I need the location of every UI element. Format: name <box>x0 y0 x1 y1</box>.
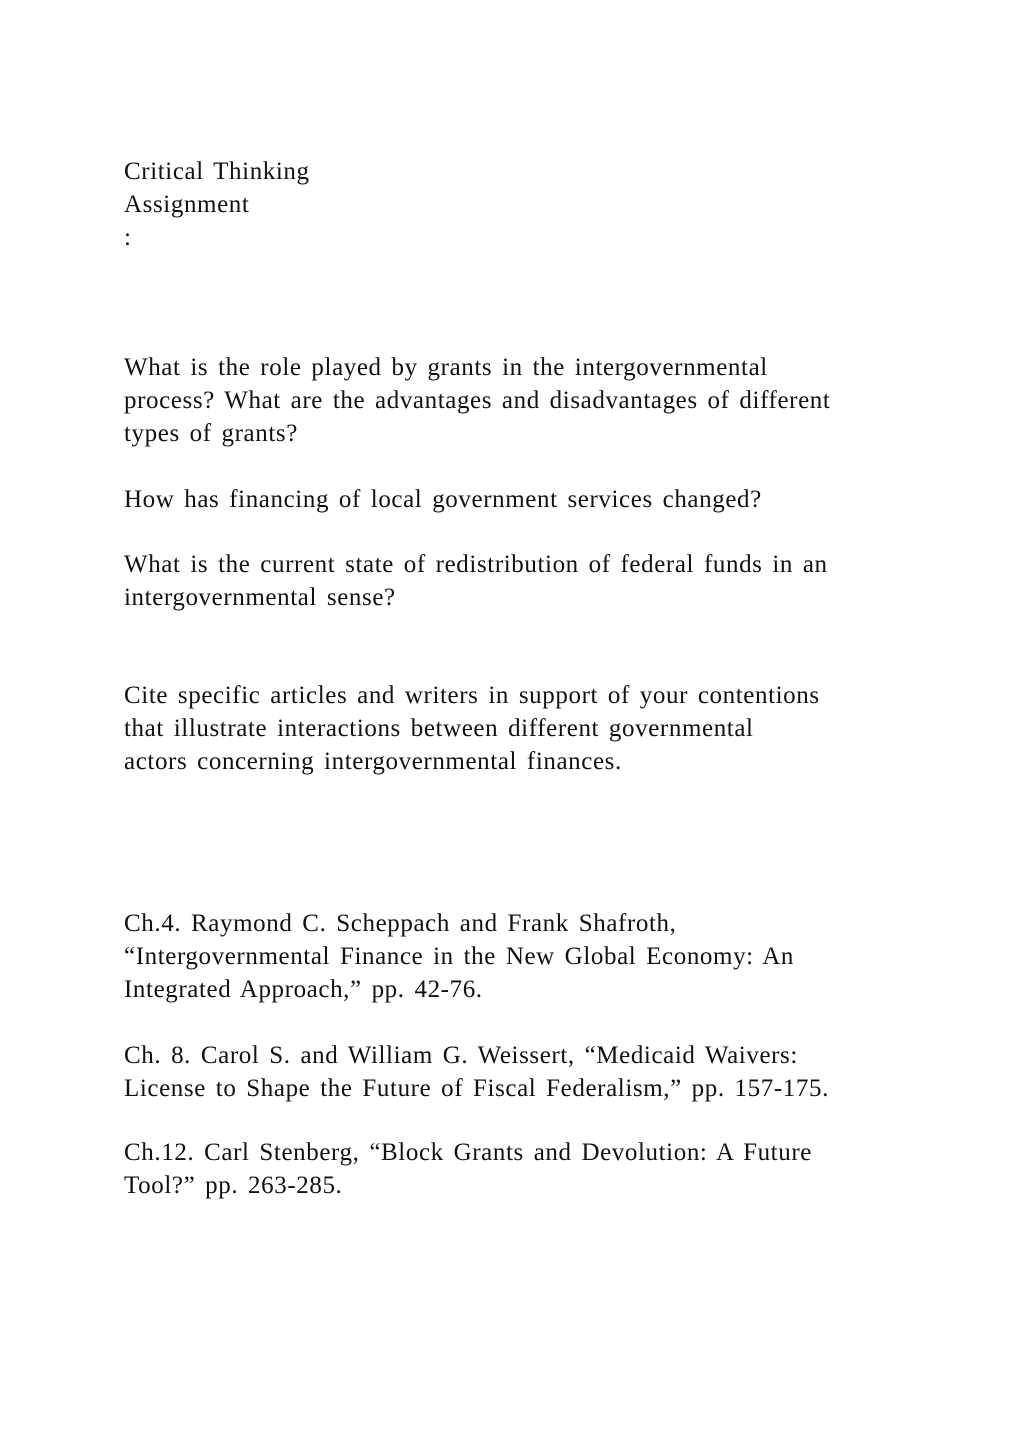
title-line: Critical Thinking <box>124 158 310 185</box>
paragraph-line: How has financing of local government services changed? <box>124 486 762 513</box>
paragraph-line: What is the current state of redistribution of federal funds in an <box>124 551 828 578</box>
reference-line: Ch. 8. Carol S. and William G. Weissert, “Medicaid Waivers: <box>124 1042 798 1069</box>
paragraph-line: actors concerning intergovernmental finances. <box>124 748 622 775</box>
paragraph-line: process? What are the advantages and disadvantages of different <box>124 387 831 414</box>
reference-line: “Intergovernmental Finance in the New Global Economy: An <box>124 943 794 970</box>
paragraph-line: What is the role played by grants in the intergovernmental <box>124 354 768 381</box>
paragraph-line: Cite specific articles and writers in support of your contentions <box>124 682 820 709</box>
reference-line: License to Shape the Future of Fiscal Federalism,” pp. 157-175. <box>124 1075 829 1102</box>
reference-chapter-12 <box>124 1136 812 1202</box>
reference-chapter-4 <box>124 907 794 1006</box>
reference-line: Ch.4. Raymond C. Scheppach and Frank Shafroth, <box>124 910 677 937</box>
question-redistribution <box>124 548 828 614</box>
reference-line: Integrated Approach,” pp. 42-76. <box>124 976 483 1003</box>
question-grants <box>124 351 830 450</box>
reference-chapter-8 <box>124 1039 829 1105</box>
title-line: Assignment <box>124 191 250 218</box>
question-financing <box>124 483 762 516</box>
paragraph-line: that illustrate interactions between different governmental <box>124 715 754 742</box>
paragraph-line: types of grants? <box>124 420 298 447</box>
reference-line: Tool?” pp. 263-285. <box>124 1172 343 1199</box>
citation-instruction <box>124 679 820 778</box>
title-line: : <box>124 224 132 251</box>
paragraph-line: intergovernmental sense? <box>124 584 396 611</box>
reference-line: Ch.12. Carl Stenberg, “Block Grants and Devolution: A Future <box>124 1139 812 1166</box>
assignment-title <box>124 155 310 254</box>
